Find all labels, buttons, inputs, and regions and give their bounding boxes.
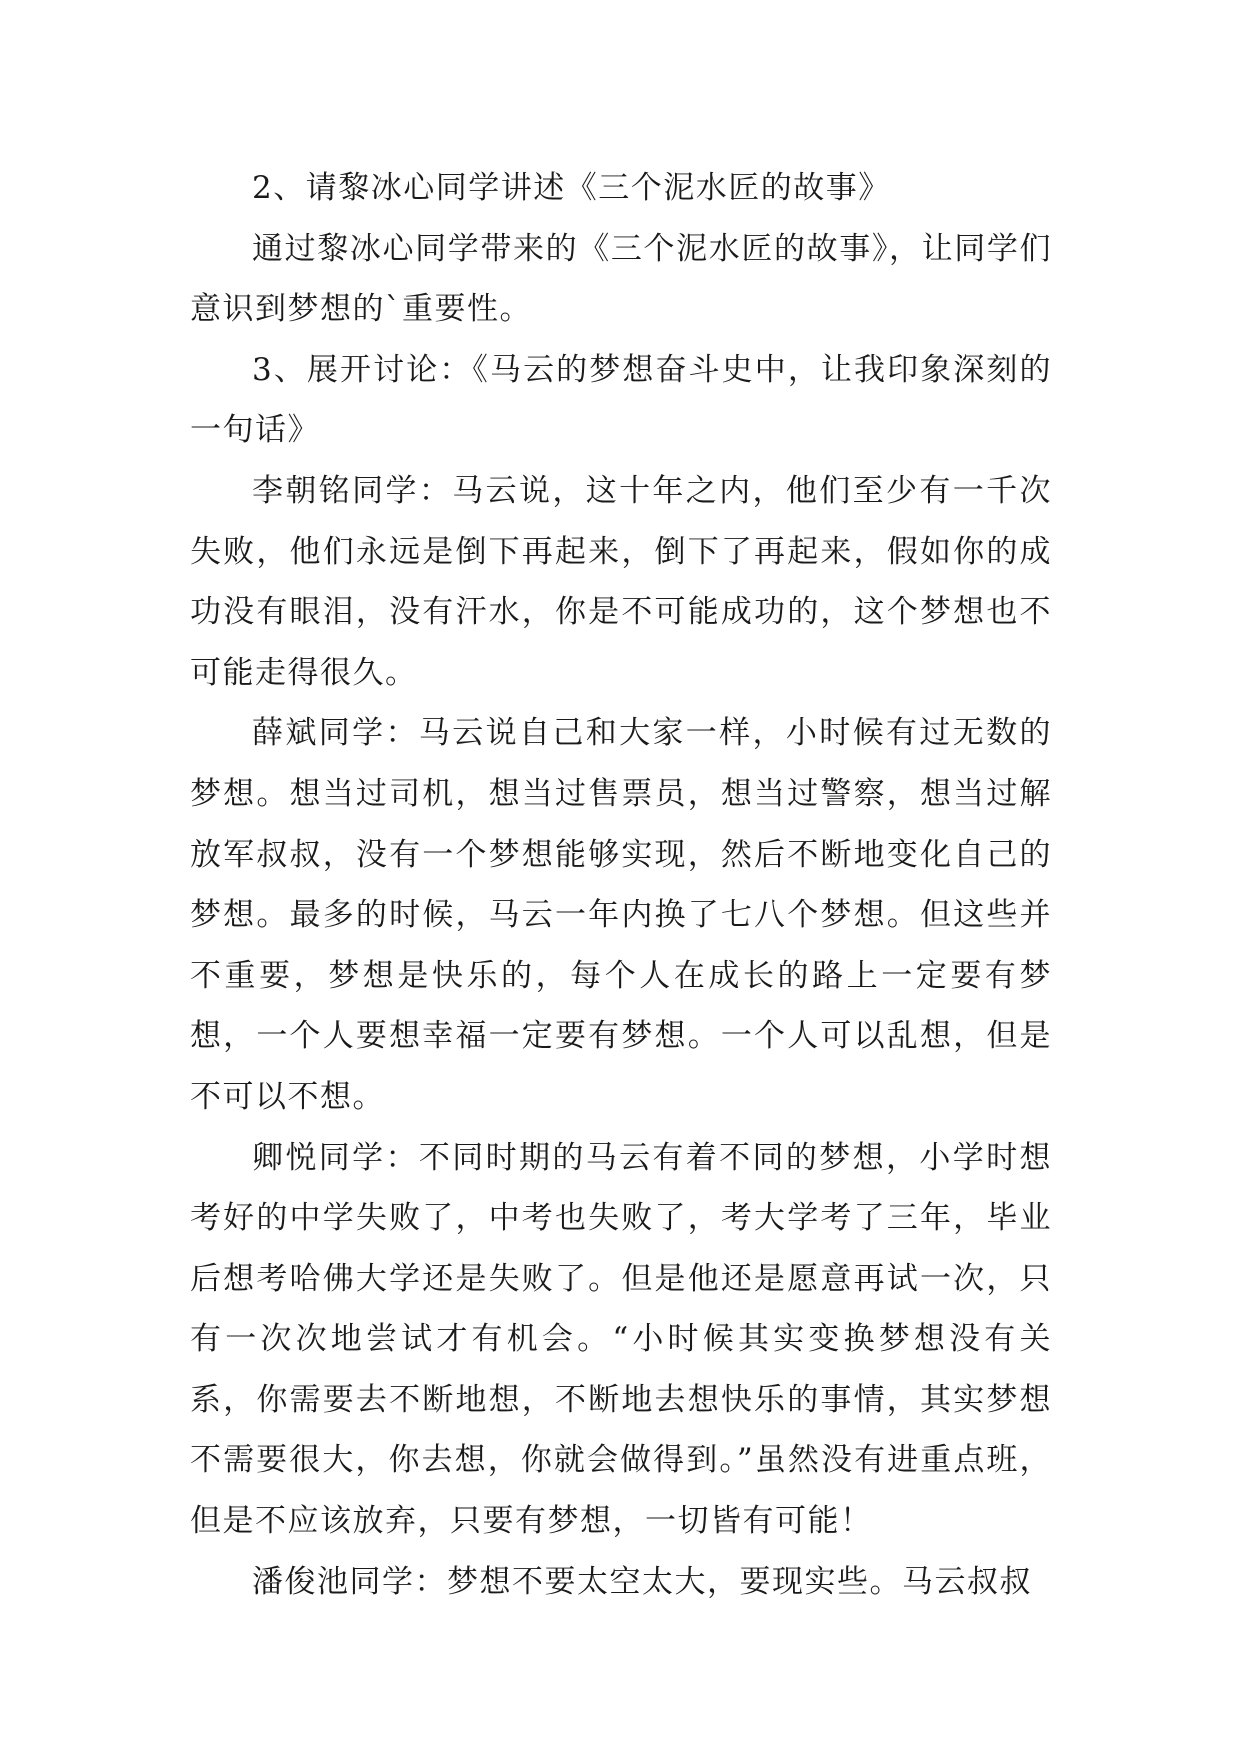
paragraph-student-xue-bin: 薛斌同学：马云说自己和大家一样，小时候有过无数的梦想。想当过司机，想当过售票员，想当过警察，想当过解放军叔叔，没有一个梦想能够实现，然后不断地变化自己的梦想。最多的时候，马云一年内换了七八个梦想。但这些并不重要，梦想是快乐的，每个人在成长的路上一定要有梦想，一个人要想幸福一定要有梦想。一个人可以乱想，但是不可以不想。: [190, 715, 1052, 1115]
paragraph-student-pan-junchi: 潘俊池同学：梦想不要太空太大，要现实些。马云叔叔: [252, 1563, 1032, 1600]
paragraph-student-qing-yue: 卿悦同学：不同时期的马云有着不同的梦想，小学时想考好的中学失败了，中考也失败了，考大学考了三年，毕业后想考哈佛大学还是失败了。但是他还是愿意再试一次，只有一次次地尝试才有机会。“小时候其实变换梦想没有关系，你需要去不断地想，不断地去想快乐的事情，其实梦想不需要很大，你去想，你就会做得到。”虽然没有进重点班，但是不应该放弃，只要有梦想，一切皆有可能！: [190, 1139, 1052, 1540]
paragraph-item-2-storytelling: 2、请黎冰心同学讲述《三个泥水匠的故事》: [252, 170, 891, 206]
paragraph-student-li-chaoming: 李朝铭同学：马云说，这十年之内，他们至少有一千次失败，他们永远是倒下再起来，倒下了再起来，假如你的成功没有眼泪，没有汗水，你是不可能成功的，这个梦想也不可能走得很久。: [190, 472, 1052, 691]
paragraph-story-effect: 通过黎冰心同学带来的《三个泥水匠的故事》，让同学们意识到梦想的`重要性。: [190, 230, 1052, 328]
document-body: [190, 158, 1052, 1612]
paragraph-item-3-discussion: 3、展开讨论：《马云的梦想奋斗史中，让我印象深刻的一句话》: [190, 351, 1052, 449]
